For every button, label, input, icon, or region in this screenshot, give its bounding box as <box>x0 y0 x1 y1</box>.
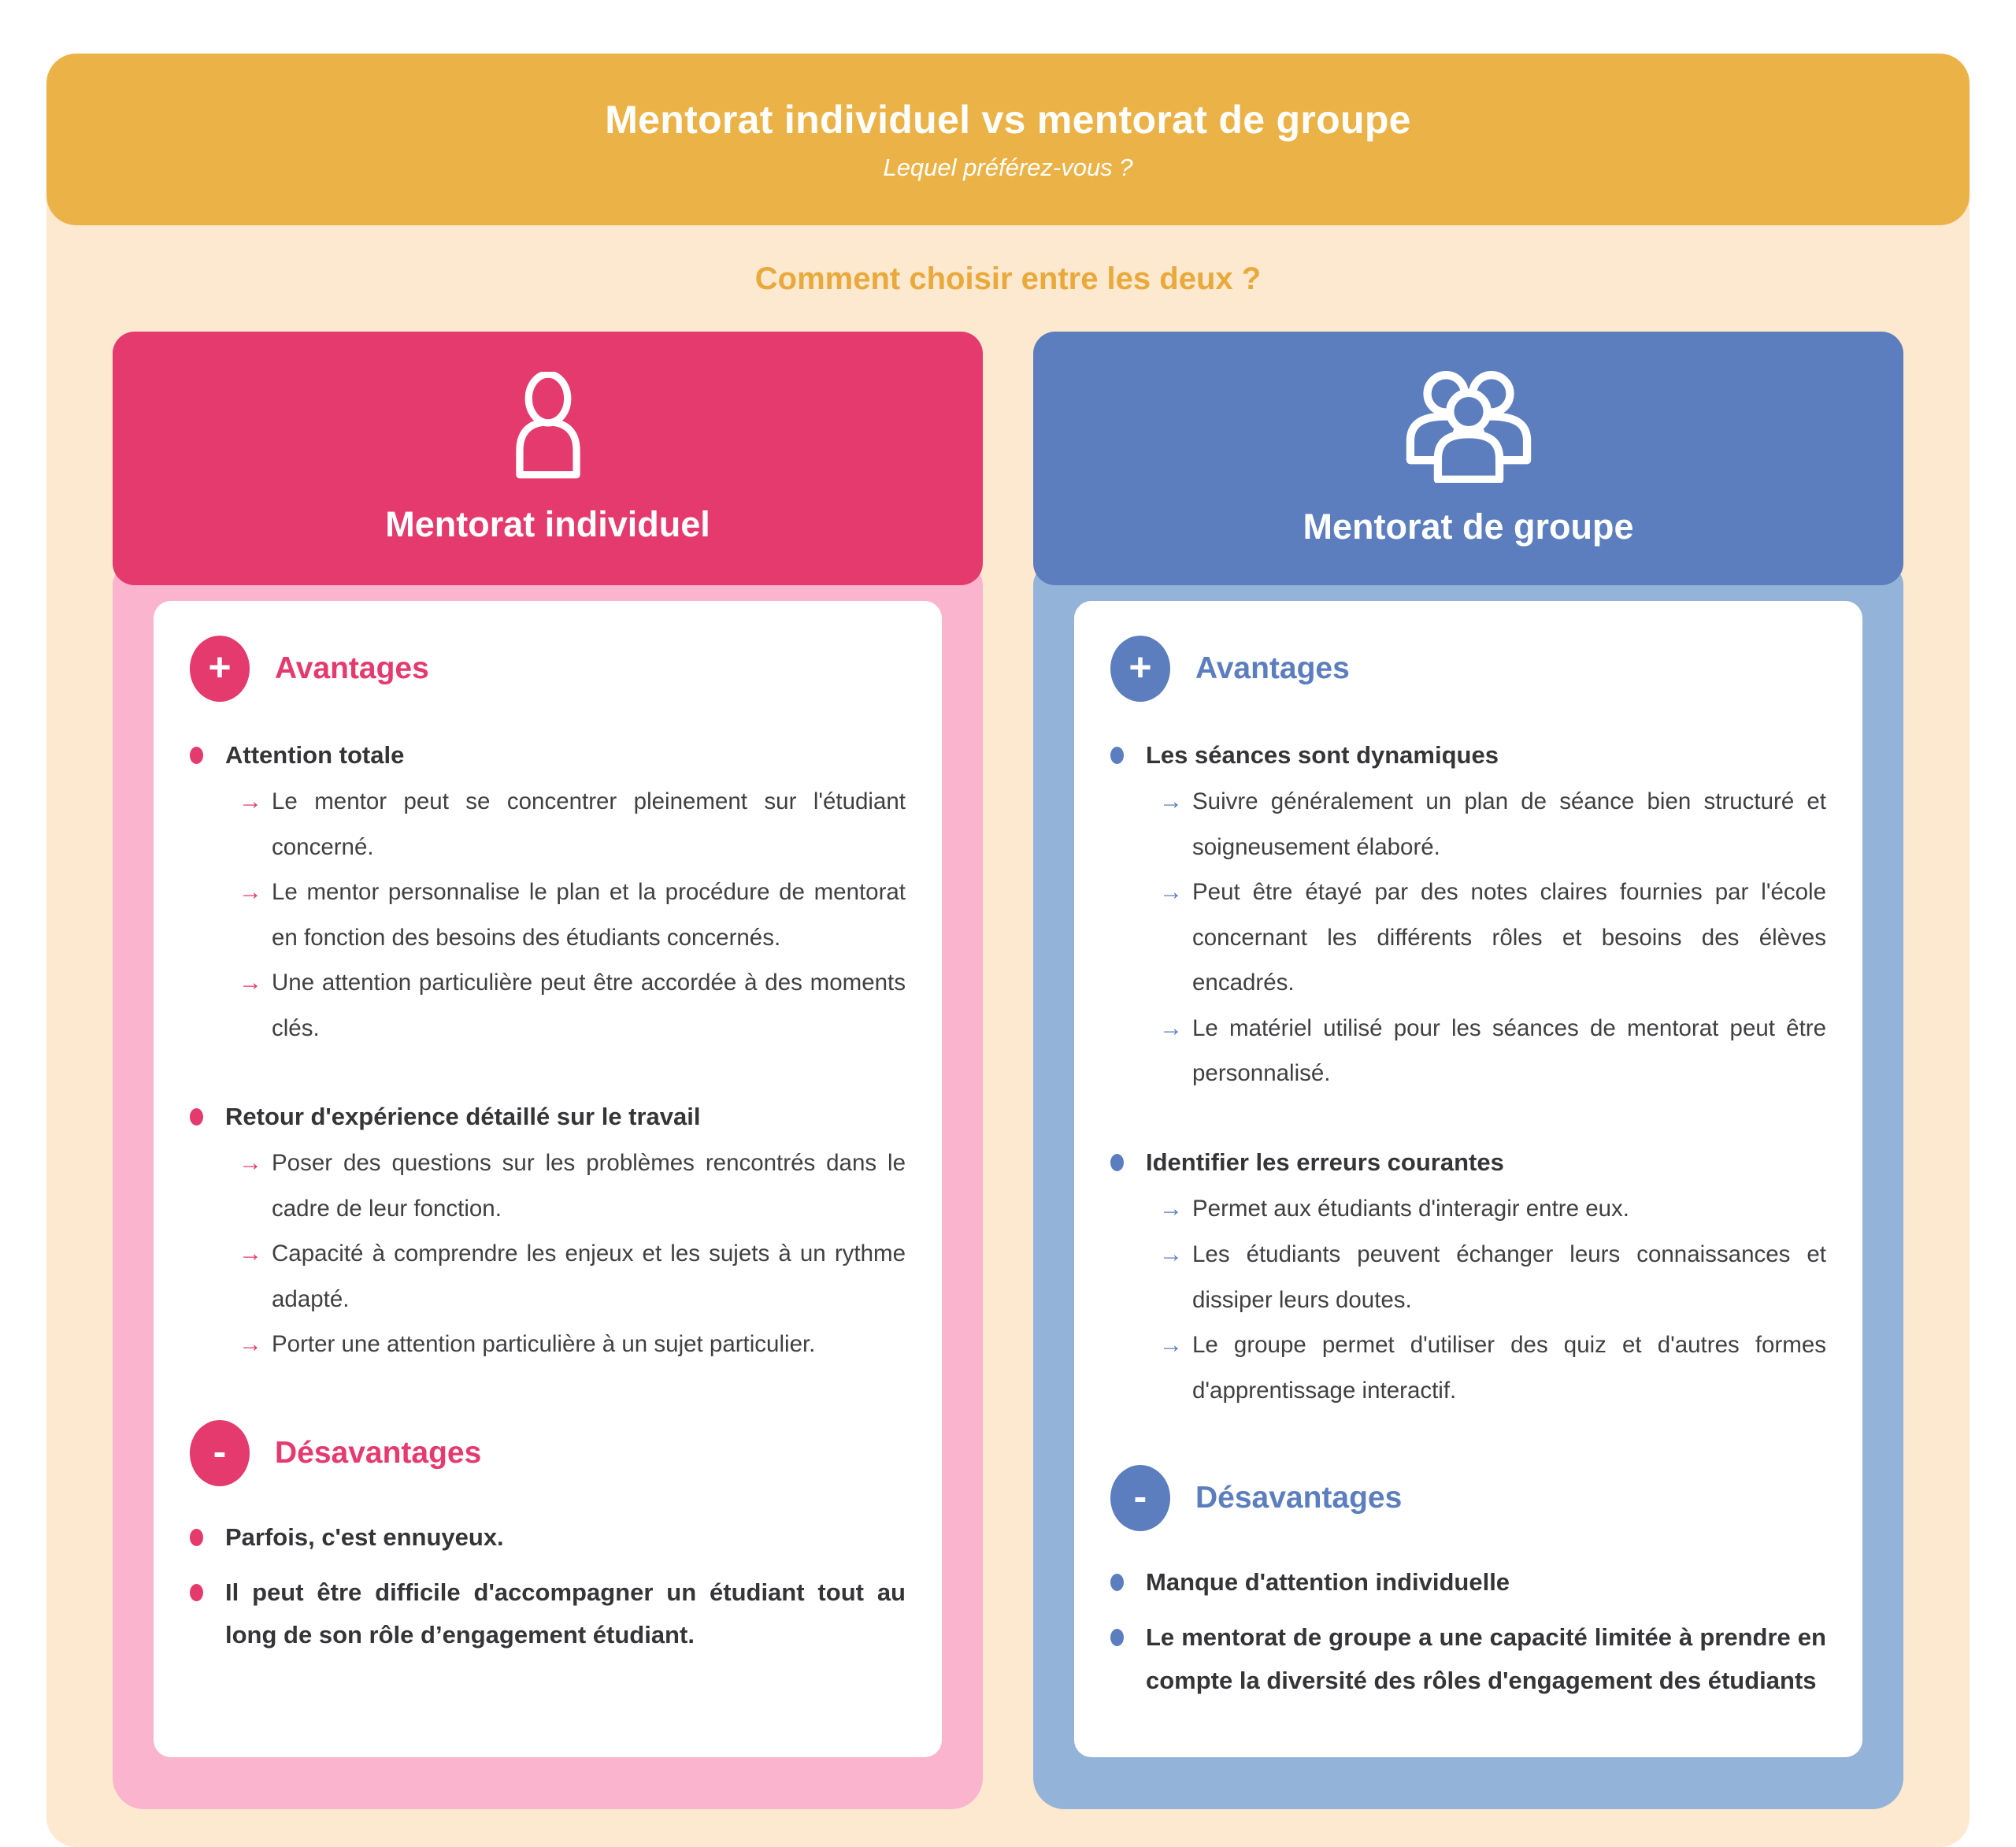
arrow-icon: → <box>239 1331 262 1358</box>
advantages-label: Avantages <box>275 651 429 685</box>
advantage-point <box>239 960 906 1051</box>
advantage-group <box>190 741 906 1051</box>
advantage-point-text: Le mentor personnalise le plan et la procédure de mentorat en fonction des besoins des étudiants concernés. <box>272 879 906 951</box>
disadvantage-item <box>190 1571 906 1657</box>
disadvantage-text: Parfois, c'est ennuyeux. <box>225 1522 504 1551</box>
column-title: Mentorat individuel <box>385 504 710 544</box>
bullet-dot <box>1110 1574 1124 1591</box>
advantage-point-text: Capacité à comprendre les enjeux et les sujets à un rythme adapté. <box>272 1241 906 1312</box>
banner-subtitle: Lequel préférez-vous ? <box>883 154 1133 181</box>
column-card <box>154 601 942 1757</box>
bullet-dot <box>190 747 203 764</box>
column-header <box>1033 332 1903 585</box>
advantage-point-text: Le groupe permet d'utiliser des quiz et d'autres formes d'apprentissage interactif. <box>1192 1332 1826 1404</box>
advantage-points <box>1159 1186 1826 1414</box>
advantage-point-text: Suivre généralement un plan de séance bien structuré et soigneusement élaboré. <box>1192 788 1826 860</box>
disadvantages-label: Désavantages <box>275 1435 482 1470</box>
advantage-points <box>1159 779 1826 1096</box>
column-header <box>113 332 983 585</box>
plus-icon: + <box>190 636 250 702</box>
mentoring-column-individual <box>113 332 983 1809</box>
arrow-icon: → <box>239 970 262 996</box>
arrow-icon: → <box>1159 1014 1183 1041</box>
group-icon <box>1395 369 1542 483</box>
advantage-point <box>1159 870 1826 1006</box>
arrow-icon: → <box>239 879 262 906</box>
advantages-header <box>190 636 906 702</box>
disadvantage-text: Le mentorat de groupe a une capacité limitée à prendre en compte la diversité des rôles d'engagement des étudiants <box>1146 1623 1826 1694</box>
disadvantages-header <box>1110 1465 1826 1531</box>
arrow-icon: → <box>239 1241 262 1267</box>
mentoring-column-group <box>1033 332 1903 1809</box>
arrow-icon: → <box>239 1150 262 1177</box>
advantage-heading-row <box>1110 741 1826 770</box>
plus-icon: + <box>1110 636 1170 702</box>
column-body <box>1033 563 1903 1809</box>
advantage-points <box>239 1140 906 1368</box>
disadvantage-text: Il peut être difficile d'accompagner un étudiant tout au long de son rôle d’engagement étudiant. <box>225 1578 906 1649</box>
advantage-point-text: Les étudiants peuvent échanger leurs connaissances et dissiper leurs doutes. <box>1192 1241 1826 1313</box>
advantage-point <box>239 1231 906 1322</box>
advantage-point <box>1159 1186 1826 1233</box>
arrow-icon: → <box>239 788 262 814</box>
advantage-group <box>1110 741 1826 1096</box>
intro-heading: Comment choisir entre les deux ? <box>754 261 1262 296</box>
column-card <box>1074 601 1862 1757</box>
disadvantage-item <box>1110 1616 1826 1702</box>
advantages-list <box>1110 741 1826 1413</box>
advantage-point <box>239 1140 906 1231</box>
page-background <box>46 54 1970 1847</box>
bullet-dot <box>190 1108 203 1126</box>
disadvantages-list <box>190 1516 906 1657</box>
minus-icon: - <box>190 1420 250 1486</box>
advantage-group <box>1110 1148 1826 1414</box>
advantage-heading: Les séances sont dynamiques <box>1146 741 1499 769</box>
disadvantages-list <box>1110 1561 1826 1702</box>
bullet-dot <box>190 1529 203 1546</box>
advantage-point-text: Porter une attention particulière à un sujet particulier. <box>272 1331 816 1358</box>
arrow-icon: → <box>1159 788 1183 814</box>
disadvantage-text: Manque d'attention individuelle <box>1146 1568 1510 1597</box>
advantage-point-text: Poser des questions sur les problèmes rencontrés dans le cadre de leur fonction. <box>272 1150 906 1222</box>
arrow-icon: → <box>1159 1332 1183 1359</box>
advantage-point <box>239 779 906 870</box>
disadvantage-item <box>1110 1561 1826 1604</box>
column-title: Mentorat de groupe <box>1303 506 1634 547</box>
advantages-label: Avantages <box>1195 651 1350 685</box>
bullet-dot <box>190 1584 203 1601</box>
banner <box>46 54 1970 225</box>
minus-icon: - <box>1110 1465 1170 1531</box>
banner-title: Mentorat individuel vs mentorat de groupe <box>605 98 1411 142</box>
advantage-heading-row <box>190 1103 906 1131</box>
disadvantage-item <box>190 1516 906 1559</box>
comparison-columns <box>46 332 1970 1809</box>
advantage-point <box>239 1322 906 1368</box>
advantage-point-text: Le matériel utilisé pour les séances de mentorat peut être personnalisé. <box>1192 1014 1826 1087</box>
advantage-heading-row <box>190 741 906 770</box>
advantage-point-text: Permet aux étudiants d'interagir entre eux. <box>1192 1195 1629 1222</box>
column-body <box>113 563 983 1809</box>
advantage-point <box>1159 1322 1826 1413</box>
advantage-heading: Identifier les erreurs courantes <box>1146 1148 1504 1176</box>
advantage-heading: Attention totale <box>225 741 405 769</box>
advantage-point-text: Le mentor peut se concentrer pleinement sur l'étudiant concerné. <box>272 788 906 860</box>
advantage-point-text: Une attention particulière peut être accordée à des moments clés. <box>272 970 906 1041</box>
advantages-list <box>190 741 906 1368</box>
advantage-point-text: Peut être étayé par des notes claires fournies par l'école concernant les différents rôles et besoins des élèves encadrés. <box>1192 879 1826 996</box>
arrow-icon: → <box>1159 879 1183 906</box>
advantage-point <box>1159 1232 1826 1322</box>
advantages-header <box>1110 636 1826 702</box>
advantage-point <box>1159 779 1826 870</box>
person-icon <box>507 372 589 480</box>
advantage-heading-row <box>1110 1148 1826 1177</box>
advantage-point <box>1159 1006 1826 1096</box>
disadvantages-header <box>190 1420 906 1486</box>
arrow-icon: → <box>1159 1241 1183 1268</box>
bullet-dot <box>1110 1629 1124 1646</box>
arrow-icon: → <box>1159 1195 1183 1222</box>
bullet-dot <box>1110 1154 1124 1171</box>
advantage-group <box>190 1103 906 1368</box>
advantage-points <box>239 779 906 1051</box>
bullet-dot <box>1110 747 1124 764</box>
advantage-point <box>239 870 906 960</box>
disadvantages-label: Désavantages <box>1195 1481 1403 1515</box>
advantage-heading: Retour d'expérience détaillé sur le travail <box>225 1103 701 1131</box>
